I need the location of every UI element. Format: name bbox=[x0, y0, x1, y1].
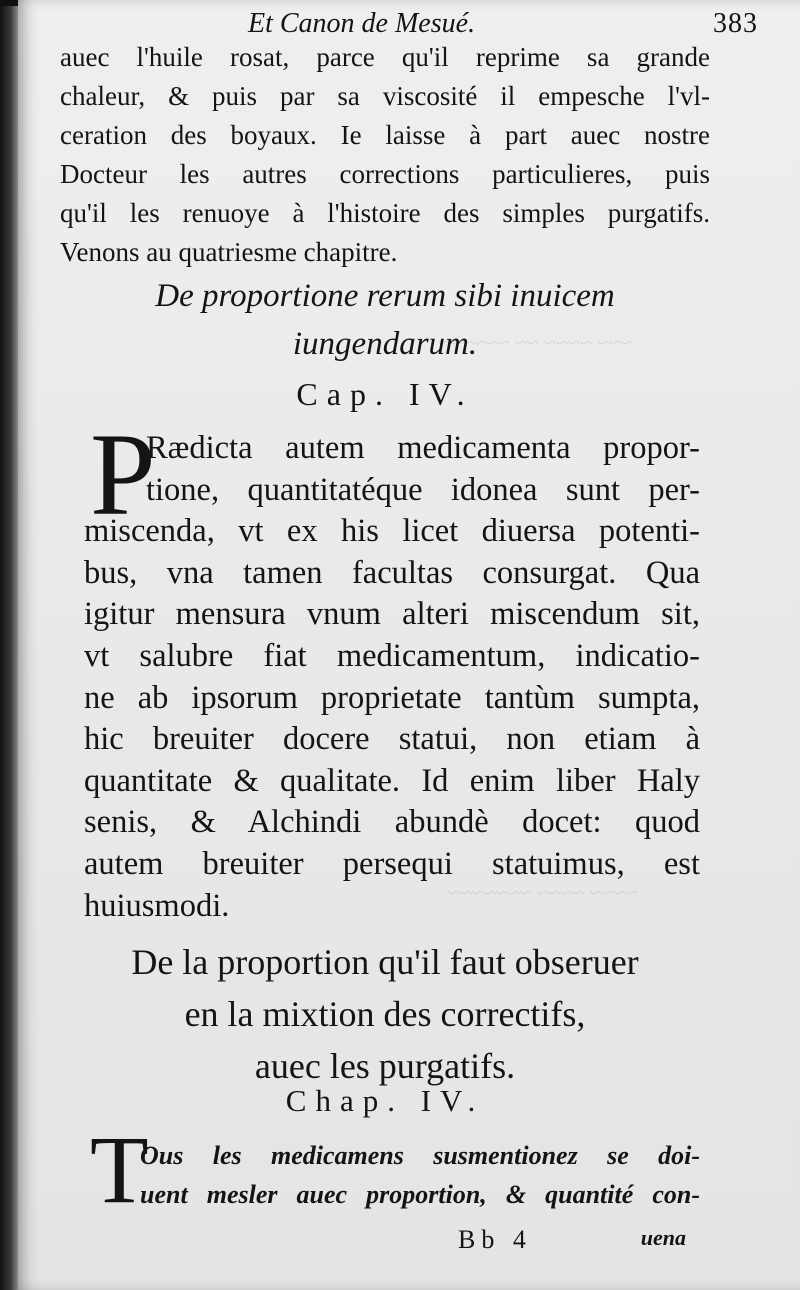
text-line: Ous les medicamens susmentionez se doi- bbox=[140, 1141, 700, 1170]
french-chapter-heading bbox=[60, 936, 710, 1092]
book-page bbox=[18, 0, 800, 1290]
text-line: auec l'huile rosat, parce qu'il reprime sa grande bbox=[60, 42, 710, 72]
drop-capital-p: P bbox=[90, 409, 156, 540]
text-line: ceration des boyaux. Ie laisse à part auec nostre bbox=[60, 120, 710, 150]
heading-line: iungendarum. bbox=[292, 326, 478, 362]
text-line: ne ab ipsorum proprietate tantùm sumpta, bbox=[84, 679, 700, 716]
text-line: hic breuiter docere statui, non etiam à bbox=[84, 721, 700, 758]
french-body-text bbox=[84, 1136, 700, 1214]
text-line: igitur mensura vnum alteri miscendum sit, bbox=[84, 596, 700, 633]
text-line: senis, & Alchindi abundè docet: quod bbox=[84, 804, 700, 841]
text-line: Rædicta autem medicamenta propor- bbox=[146, 430, 700, 466]
catchword: uena bbox=[640, 1225, 686, 1250]
text-line: tione, quantitatéque idonea sunt per- bbox=[146, 471, 700, 508]
text-line: chaleur, & puis par sa viscosité il empesche l'vl- bbox=[60, 81, 710, 111]
show-through-text: ~~~~ ~~~~ ~~~~~~~ bbox=[448, 880, 638, 905]
heading-line: De proportione rerum sibi inuicem bbox=[155, 278, 615, 314]
text-line: autem breuiter persequi statuimus, est bbox=[84, 845, 700, 882]
heading-line: De la proportion qu'il faut obseruer bbox=[131, 942, 639, 982]
french-chapter-number: Chap. IV. bbox=[285, 1083, 485, 1118]
text-line: Venons au quatriesme chapitre. bbox=[60, 237, 398, 267]
drop-capital-t: T bbox=[90, 1116, 149, 1223]
text-line: vt salubre fiat medicamentum, indicatio- bbox=[84, 637, 700, 674]
text-line: quantitate & qualitate. Id enim liber Haly bbox=[84, 762, 700, 799]
text-line: huiusmodi. bbox=[84, 887, 230, 924]
page-number: 383 bbox=[713, 8, 758, 39]
show-through-text: ~~~ ~~~~ ~~ ~~~~~~ bbox=[438, 330, 634, 355]
french-paragraph bbox=[60, 38, 710, 272]
text-line: bus, vna tamen facultas consurgat. Qua bbox=[84, 554, 700, 591]
heading-line: en la mixtion des correctifs, bbox=[184, 994, 586, 1034]
heading-line: auec les purgatifs. bbox=[254, 1046, 516, 1086]
latin-body-text bbox=[84, 428, 700, 927]
text-line: qu'il les renuoye à l'histoire des simples purgatifs. bbox=[60, 198, 710, 228]
book-gutter-shadow bbox=[0, 0, 18, 1290]
latin-chapter-number: Cap. IV. bbox=[296, 376, 474, 412]
text-line: Docteur les autres corrections particulieres, puis bbox=[60, 159, 710, 189]
text-line: miscenda, vt ex his licet diuersa potenti- bbox=[84, 513, 700, 550]
latin-chapter-heading bbox=[60, 272, 710, 368]
text-line: uent mesler auec proportion, & quantité con- bbox=[140, 1180, 700, 1209]
running-head-title: Et Canon de Mesué. bbox=[248, 8, 476, 39]
signature-mark: Bb 4 bbox=[458, 1225, 532, 1254]
